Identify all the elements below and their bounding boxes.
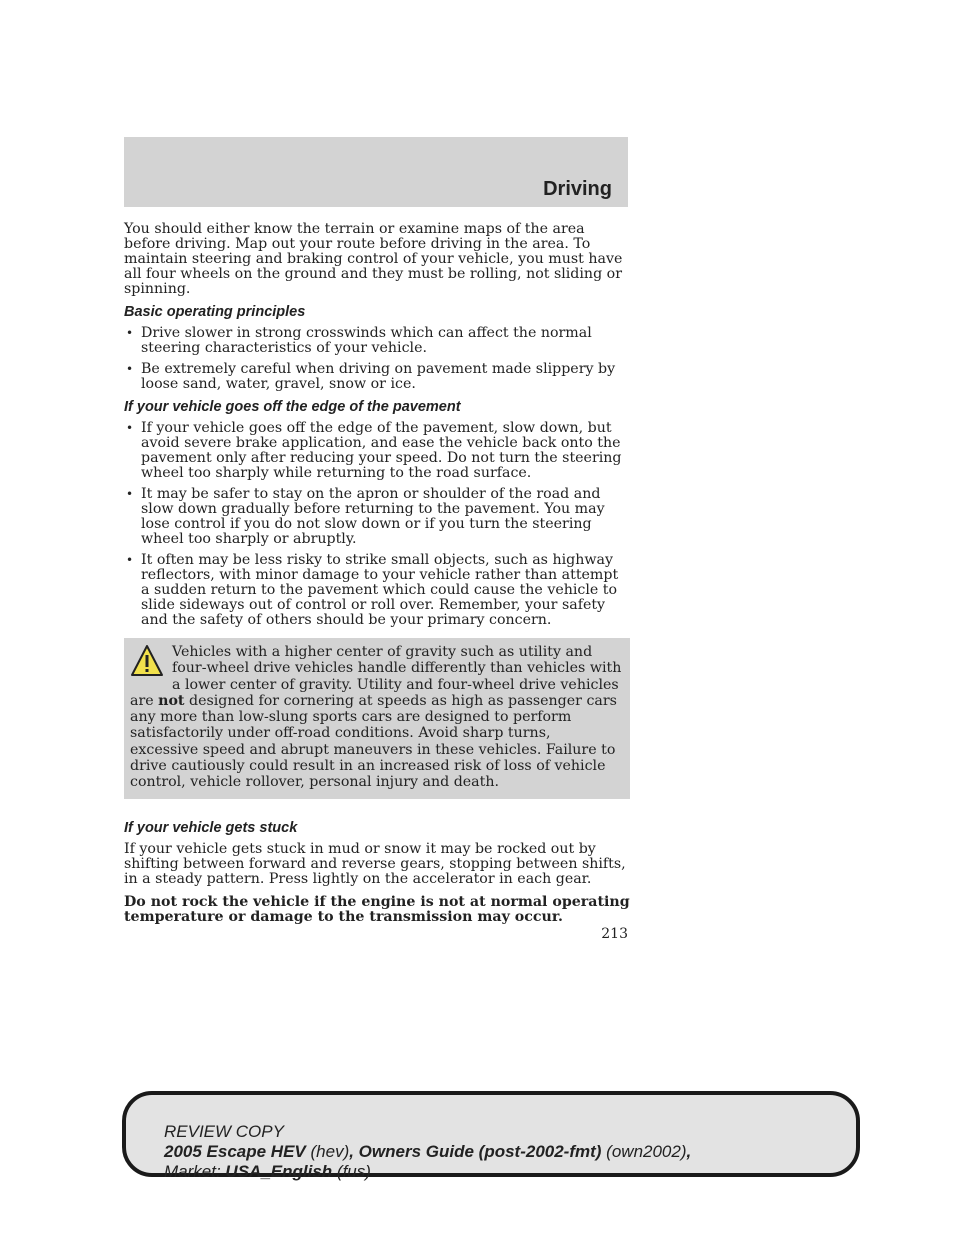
- footer-model-line: 2005 Escape HEV (hev), Owners Guide (post-2002-fmt) (own2002),: [164, 1142, 692, 1161]
- basic-principles-list: [124, 326, 630, 392]
- stuck-caution: Do not rock the vehicle if the engine is not at normal operating temperature or damage to the transmission may occur.: [124, 893, 630, 925]
- list-item: • If your vehicle goes off the edge of the pavement, slow down, but avoid severe brake application, and ease the vehicle back onto the pavement only after reducing your speed. Do not turn the steering wheel too sharply while returning to the road surface.: [126, 420, 622, 481]
- warning-box: [124, 638, 630, 799]
- footer-text: [164, 1122, 691, 1182]
- bullet-icon: •: [126, 553, 134, 567]
- review-copy-label: REVIEW COPY: [164, 1122, 284, 1141]
- review-footer: [122, 1091, 860, 1181]
- bullet-icon: •: [126, 487, 134, 501]
- warning-emphasis: not: [158, 692, 185, 709]
- warning-text-continued: designed for cornering at speeds as high as passenger cars any more than low-slung sports cars are designed to perform satisfactorily under off-road conditions. Avoid sharp turns, excessive speed and abrupt maneuvers in these vehicles. Failure to drive cautiously could result in an increased risk of loss of vehicle control, vehicle rollover, personal injury and death.: [130, 692, 617, 791]
- stuck-paragraph: If your vehicle gets stuck in mud or snow it may be rocked out by shifting between forward and reverse gears, stopping between shifts, in a steady pattern. Press lightly on the accelerator in each gear.: [124, 840, 626, 887]
- section-header-band: [124, 137, 628, 207]
- basic-principles-heading: Basic operating principles: [124, 304, 306, 320]
- page-number: 213: [601, 926, 628, 942]
- warning-text: Vehicles with a higher center of gravity such as utility and four-wheel drive vehicles handle differently than vehicles with a lower center of gravity. Utility and four-wheel drive vehicles are: [130, 644, 622, 709]
- bullet-icon: •: [126, 362, 134, 376]
- list-item: • Drive slower in strong crosswinds which can affect the normal steering characteristics of your vehicle.: [126, 325, 592, 356]
- bullet-icon: •: [126, 326, 134, 340]
- stuck-heading: If your vehicle gets stuck: [124, 819, 298, 836]
- off-edge-heading: If your vehicle goes off the edge of the pavement: [124, 399, 461, 415]
- footer-market-line: Market: USA_English (fus): [164, 1162, 371, 1181]
- bullet-icon: •: [126, 421, 134, 435]
- list-item: • Be extremely careful when driving on pavement made slippery by loose sand, water, gravel, snow or ice.: [126, 361, 616, 392]
- warning-triangle-icon: [130, 644, 164, 678]
- section-title: Driving: [543, 178, 612, 200]
- off-edge-list: [124, 421, 630, 628]
- page-content: [124, 222, 630, 925]
- list-item: • It may be safer to stay on the apron or shoulder of the road and slow down gradually before returning to the pavement. You may lose control if you do not slow down or if you turn the steering wheel too sharply or abruptly.: [126, 486, 605, 547]
- intro-paragraph: You should either know the terrain or examine maps of the area before driving. Map out your route before driving in the area. To maintain steering and braking control of your vehicle, you must have all four wheels on the ground and they must be rolling, not sliding or spinning.: [124, 221, 623, 297]
- list-item: • It often may be less risky to strike small objects, such as highway reflectors, with minor damage to your vehicle rather than attempt a sudden return to the pavement which could cause the vehicle to slide sideways out of control or roll over. Remember, your safety and the safety of others should be your primary concern.: [126, 552, 619, 628]
